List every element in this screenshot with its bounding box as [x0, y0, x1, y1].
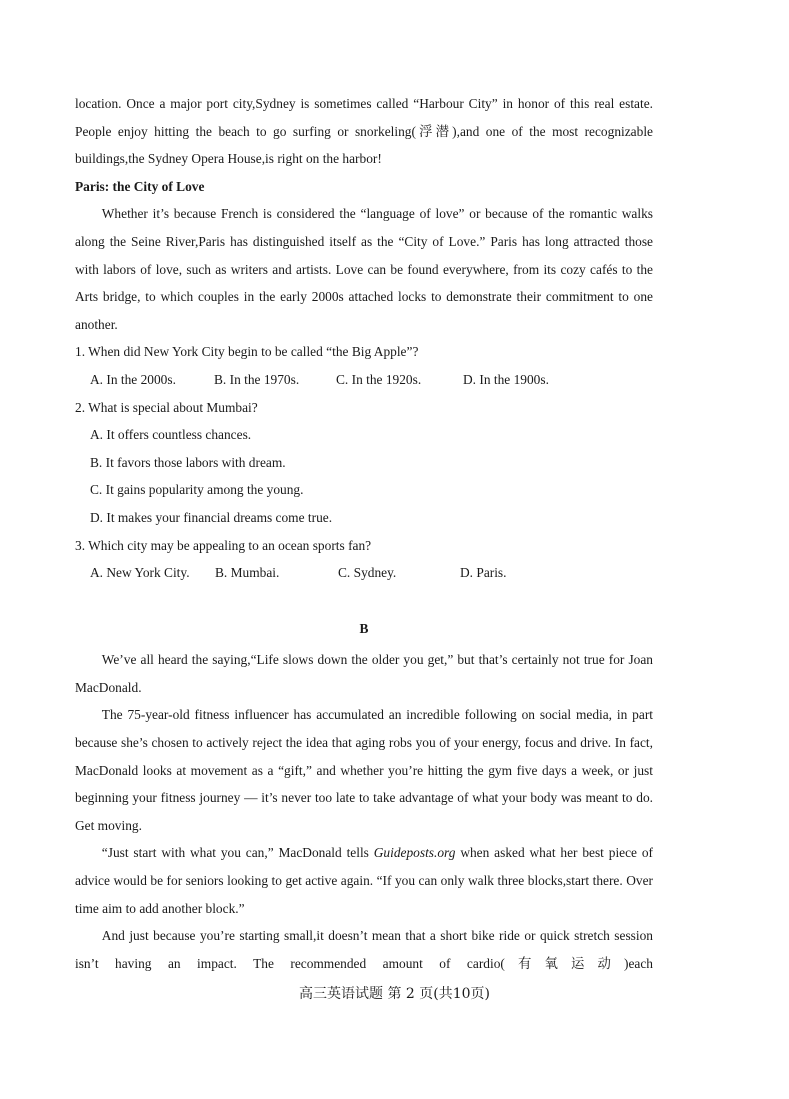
page-content	[75, 90, 653, 977]
section-title: B	[359, 620, 369, 636]
quote-text-continued: when asked what her best piece of advice would be for seniors looking to get active again. “If you can only walk three blocks,start there. Over time aim to add another block.”	[75, 845, 653, 916]
question-3	[75, 532, 653, 587]
question-2	[75, 394, 653, 532]
option-c: C. In the 1920s.	[336, 371, 422, 387]
option-d: D. In the 1900s.	[463, 371, 549, 387]
passage-b-paragraph-3	[75, 839, 653, 922]
option-c: C. It gains popularity among the young.	[90, 482, 304, 498]
option-b: B. It favors those labors with dream.	[90, 454, 286, 470]
option-a: A. It offers countless chances.	[90, 427, 252, 443]
sydney-paragraph: location. Once a major port city,Sydney is sometimes called “Harbour City” in honor of this real estate. People enjoy hitting the beach to go surfing or snorkeling(浮潜),and one of the most recognizable buildings,the Sydney Opera House,is right on the harbor!	[75, 96, 653, 167]
question-1	[75, 338, 653, 393]
option-a: A. In the 2000s.	[90, 371, 176, 387]
question-stem: 2. What is special about Mumbai?	[75, 399, 258, 415]
source-name: Guideposts.org	[373, 845, 456, 861]
passage-b-paragraph-4: And just because you’re starting small,it doesn’t mean that a short bike ride or quick stretch session isn’t having an impact. The recommended amount of cardio(有氧运动)each	[75, 928, 653, 971]
option-b: B. In the 1970s.	[214, 371, 300, 387]
option-d: D. It makes your financial dreams come true.	[90, 509, 333, 525]
option-b: B. Mumbai.	[215, 565, 280, 581]
quote-text: “Just start with what you can,” MacDonald tells	[101, 845, 374, 861]
option-a: A. New York City.	[90, 565, 190, 581]
option-c: C. Sydney.	[338, 565, 397, 581]
paris-paragraph: Whether it’s because French is considered the “language of love” or because of the romantic walks along the Seine River,Paris has distinguished itself as the “City of Love.” Paris has long attracted those with labors of love, such as writers and artists. Love can be found everywhere, from its cozy cafés to the Arts bridge, to which couples in the early 2000s attached locks to demonstrate their commitment to one another.	[75, 206, 653, 332]
passage-b-paragraph-1: We’ve all heard the saying,“Life slows down the older you get,” but that’s certainly not true for Joan MacDonald.	[75, 652, 653, 695]
question-stem: 3. Which city may be appealing to an ocean sports fan?	[75, 537, 372, 553]
option-row	[75, 366, 653, 394]
option-d: D. Paris.	[460, 565, 507, 581]
option-row	[75, 559, 653, 587]
page-footer: 高三英语试题 第 2 页(共10页)	[299, 986, 490, 1002]
passage-b-paragraph-2: The 75-year-old fitness influencer has accumulated an incredible following on social media, in part because she’s chosen to actively reject the idea that aging robs you of your energy, focus and drive. In fact, MacDonald looks at movement as a “gift,” and whether you’re hitting the gym five days a week, or just beginning your fitness journey — it’s never too late to take advantage of what your body was meant to do. Get moving.	[75, 707, 653, 833]
paris-heading: Paris: the City of Love	[75, 178, 205, 194]
question-stem: 1. When did New York City begin to be called “the Big Apple”?	[75, 344, 419, 360]
